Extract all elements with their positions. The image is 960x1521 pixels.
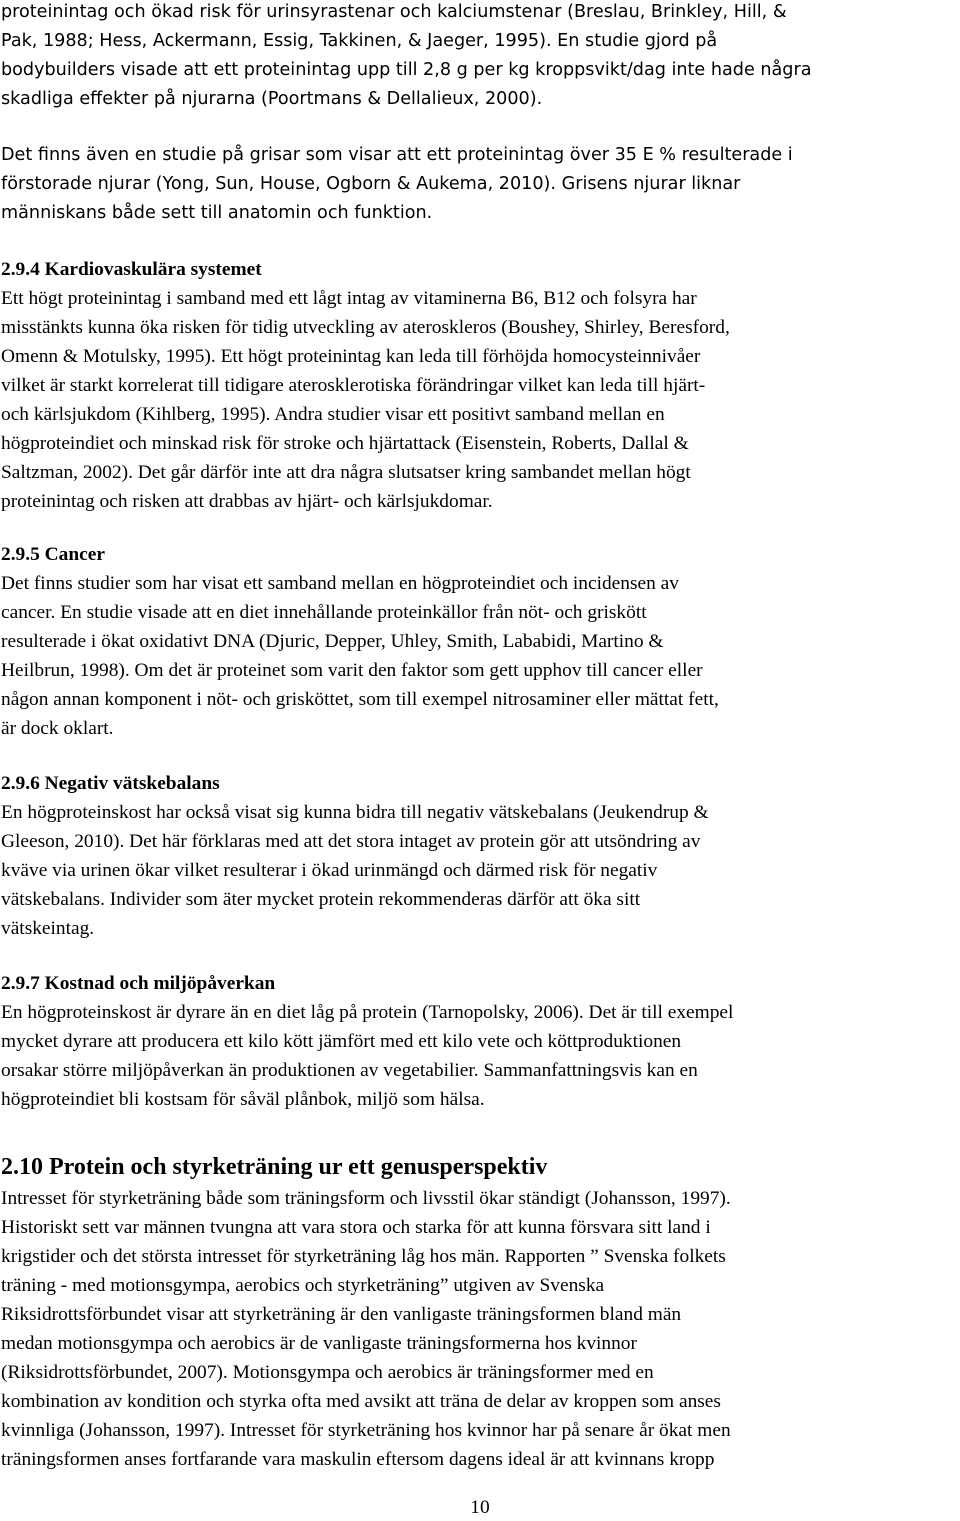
paragraph-line: vilket är starkt korrelerat till tidigare aterosklerotiska förändringar vilket kan leda till hjärt- <box>1 375 706 396</box>
paragraph-line: vätskeintag. <box>1 918 95 939</box>
paragraph-line: människans både sett till anatomin och funktion. <box>1 203 433 223</box>
paragraph-line: resulterade i ökat oxidativt DNA (Djuric, Depper, Uhley, Smith, Lababidi, Martino & <box>1 631 664 652</box>
paragraph-line: orsakar större miljöpåverkan än produktionen av vegetabilier. Sammanfattningsvis kan en <box>1 1060 698 1081</box>
paragraph-line: proteinintag och risken att drabbas av hjärt- och kärlsjukdomar. <box>1 491 493 512</box>
paragraph-line: En högproteinskost är dyrare än en diet låg på protein (Tarnopolsky, 2006). Det är till exempel <box>1 1002 734 1023</box>
paragraph-line: Heilbrun, 1998). Om det är proteinet som varit den faktor som gett upphov till cancer eller <box>1 660 703 681</box>
paragraph-line: mycket dyrare att producera ett kilo kött jämfört med ett kilo vete och köttproduktionen <box>1 1031 682 1052</box>
paragraph-line: bodybuilders visade att ett proteinintag upp till 2,8 g per kg kroppsvikt/dag inte hade några <box>1 60 812 80</box>
paragraph-line: kvinnliga (Johansson, 1997). Intresset för styrketräning hos kvinnor har på senare år ökat men <box>1 1420 731 1441</box>
paragraph-line: Saltzman, 2002). Det går därför inte att dra några slutsatser kring sambandet mellan högt <box>1 462 691 483</box>
paragraph-line: proteinintag och ökad risk för urinsyrastenar och kalciumstenar (Breslau, Brinkley, Hill, & <box>1 2 787 22</box>
paragraph-line: Ett högt proteinintag i samband med ett lågt intag av vitaminerna B6, B12 och folsyra har <box>1 288 697 309</box>
page-number: 10 <box>470 1497 490 1518</box>
paragraph-line: träningsformen anses fortfarande vara maskulin eftersom dagens ideal är att kvinnans kropp <box>1 1449 715 1470</box>
paragraph-line: kombination av kondition och styrka ofta med avsikt att träna de delar av kroppen som anses <box>1 1391 721 1412</box>
paragraph-line: Intresset för styrketräning både som träningsform och livsstil ökar ständigt (Johansson, 1997). <box>1 1188 731 1209</box>
paragraph-line: och kärlsjukdom (Kihlberg, 1995). Andra studier visar ett positivt samband mellan en <box>1 404 665 425</box>
paragraph-line: högproteindiet bli kostsam för såväl plånbok, miljö som hälsa. <box>1 1089 485 1110</box>
paragraph-line: cancer. En studie visade att en diet innehållande proteinkällor från nöt- och griskött <box>1 602 647 623</box>
section-heading: 2.9.7 Kostnad och miljöpåverkan <box>1 973 276 994</box>
chapter-heading: 2.10 Protein och styrketräning ur ett genusperspektiv <box>1 1154 548 1180</box>
paragraph-line: Det finns även en studie på grisar som visar att ett proteinintag över 35 E % resulterade i <box>1 145 793 165</box>
paragraph-line: Pak, 1988; Hess, Ackermann, Essig, Takkinen, & Jaeger, 1995). En studie gjord på <box>1 31 718 51</box>
paragraph-line: Gleeson, 2010). Det här förklaras med att det stora intaget av protein gör att utsöndring av <box>1 831 701 852</box>
paragraph-line: Det finns studier som har visat ett samband mellan en högproteindiet och incidensen av <box>1 573 679 594</box>
section-heading: 2.9.4 Kardiovaskulära systemet <box>1 259 262 280</box>
paragraph-line: krigstider och det största intresset för styrketräning låg hos män. Rapporten ” Svenska folkets <box>1 1246 726 1267</box>
paragraph-line: En högproteinskost har också visat sig kunna bidra till negativ vätskebalans (Jeukendrup & <box>1 802 709 823</box>
paragraph-line: vätskebalans. Individer som äter mycket protein rekommenderas därför att öka sitt <box>1 889 641 910</box>
section-heading: 2.9.5 Cancer <box>1 544 105 565</box>
paragraph-line: kväve via urinen ökar vilket resulterar i ökad urinmängd och därmed risk för negativ <box>1 860 658 881</box>
paragraph-line: (Riksidrottsförbundet, 2007). Motionsgympa och aerobics är träningsformer med en <box>1 1362 654 1383</box>
paragraph-line: Omenn & Motulsky, 1995). Ett högt proteinintag kan leda till förhöjda homocysteinnivåer <box>1 346 701 367</box>
paragraph-line: Historiskt sett var männen tvungna att vara stora och starka för att kunna försvara sitt land i <box>1 1217 711 1238</box>
paragraph-line: Riksidrottsförbundet visar att styrketräning är den vanligaste träningsformen bland män <box>1 1304 682 1325</box>
section-heading: 2.9.6 Negativ vätskebalans <box>1 773 220 794</box>
paragraph-line: skadliga effekter på njurarna (Poortmans & Dellalieux, 2000). <box>1 89 543 109</box>
paragraph-line: misstänkts kunna öka risken för tidig utveckling av ateroskleros (Boushey, Shirley, Beresford, <box>1 317 730 338</box>
paragraph-line: medan motionsgympa och aerobics är de vanligaste träningsformerna hos kvinnor <box>1 1333 637 1354</box>
paragraph-line: träning - med motionsgympa, aerobics och styrketräning” utgiven av Svenska <box>1 1275 605 1296</box>
paragraph-line: någon annan komponent i nöt- och grisköttet, som till exempel nitrosaminer eller mättat fett, <box>1 689 719 710</box>
paragraph-line: högproteindiet och minskad risk för stroke och hjärtattack (Eisenstein, Roberts, Dallal & <box>1 433 689 454</box>
paragraph-line: förstorade njurar (Yong, Sun, House, Ogborn & Aukema, 2010). Grisens njurar liknar <box>1 174 741 194</box>
paragraph-line: är dock oklart. <box>1 718 114 739</box>
